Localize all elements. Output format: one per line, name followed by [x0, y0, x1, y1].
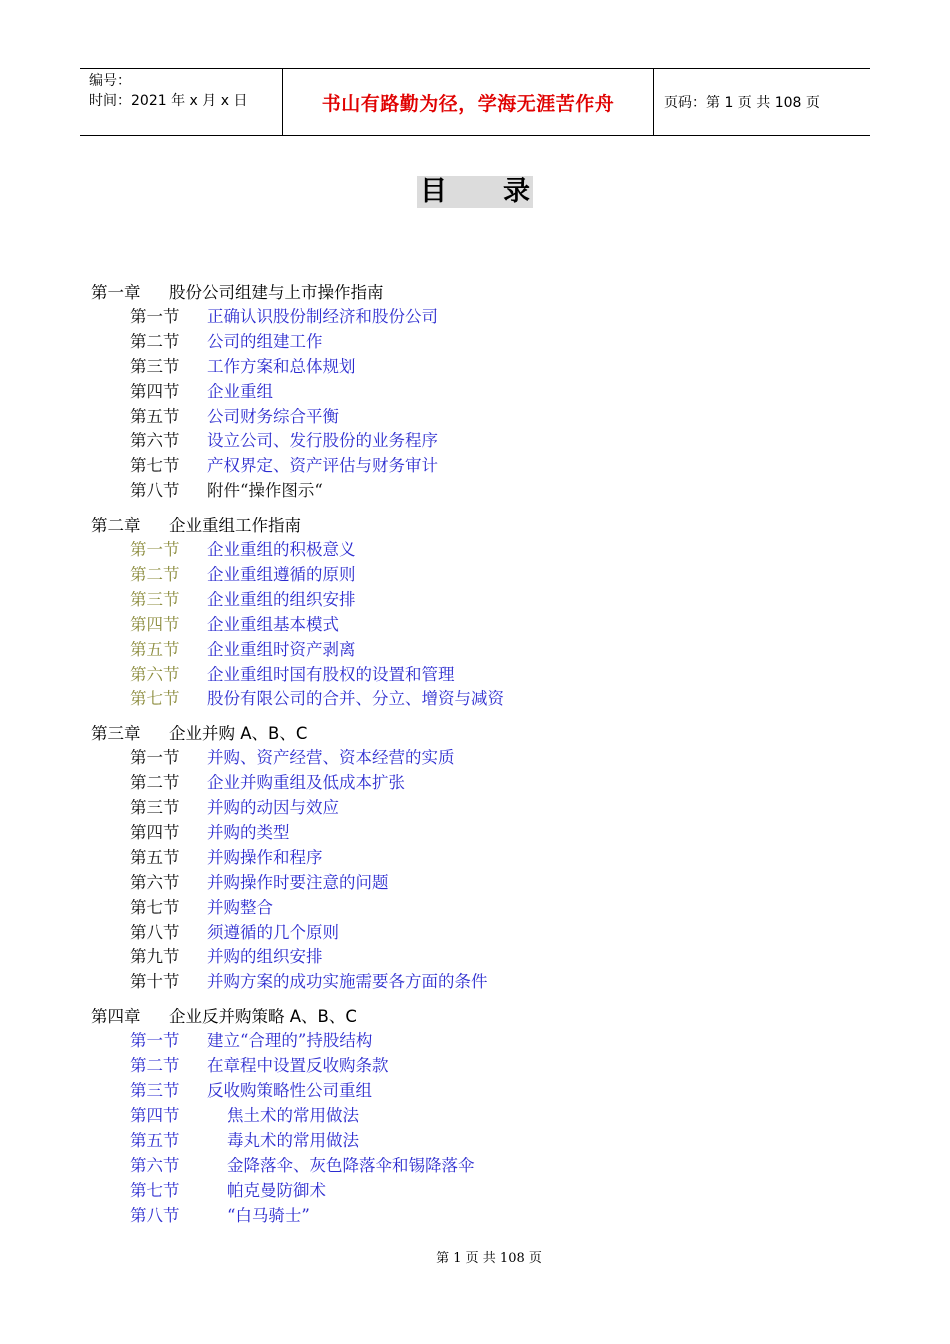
header-motto-cell [282, 69, 654, 135]
chapter-title: 企业反并购策略 A、B、C [169, 1007, 357, 1027]
section-number: 第九节 [130, 947, 180, 967]
section-number: 第五节 [130, 406, 180, 426]
section-number: 第二节 [130, 773, 180, 793]
toc-entry[interactable] [91, 405, 851, 430]
section-number: 第八节 [130, 1205, 180, 1225]
section-title[interactable]: 并购操作时要注意的问题 [207, 872, 389, 892]
toc-entry[interactable] [91, 921, 851, 946]
section-number: 第五节 [130, 1130, 180, 1150]
toc-entry[interactable] [91, 821, 851, 846]
section-number: 第五节 [130, 847, 180, 867]
section-title[interactable]: 附件“操作图示“ [207, 481, 323, 501]
toc-entry[interactable] [91, 1104, 851, 1129]
section-title[interactable]: 公司财务综合平衡 [207, 406, 339, 426]
header-meta [80, 69, 282, 135]
section-title[interactable]: 公司的组建工作 [207, 331, 323, 351]
toc-entry[interactable] [91, 1179, 851, 1204]
number-label: 编号： [89, 73, 131, 89]
toc-entry[interactable] [91, 945, 851, 970]
toc-entry[interactable] [91, 771, 851, 796]
chapter-number: 第四章 [91, 1007, 141, 1027]
chapter-heading[interactable] [91, 1004, 851, 1029]
toc-entry[interactable] [91, 330, 851, 355]
section-title[interactable]: 企业并购重组及低成本扩张 [207, 773, 405, 793]
toc-entry[interactable] [91, 454, 851, 479]
document-header [80, 68, 870, 136]
section-number: 第六节 [130, 1155, 180, 1175]
section-number: 第四节 [130, 1105, 180, 1125]
toc-entry[interactable] [91, 846, 851, 871]
section-title[interactable]: 金降落伞、灰色降落伞和锡降落伞 [227, 1155, 475, 1175]
toc-title-right: 录 [503, 176, 530, 207]
section-title[interactable]: 并购的组织安排 [207, 947, 323, 967]
section-title[interactable]: 须遵循的几个原则 [207, 922, 339, 942]
section-number: 第七节 [130, 689, 180, 709]
section-number: 第八节 [130, 922, 180, 942]
section-number: 第三节 [130, 798, 180, 818]
section-title[interactable]: 企业重组基本模式 [207, 614, 339, 634]
section-number: 第八节 [130, 481, 180, 501]
chapter-4 [91, 1004, 851, 1228]
section-title[interactable]: 企业重组的组织安排 [207, 589, 356, 609]
toc-title [417, 176, 533, 208]
section-title[interactable]: 毒丸术的常用做法 [227, 1130, 359, 1150]
section-number: 第三节 [130, 356, 180, 376]
chapter-heading[interactable] [91, 280, 851, 305]
toc-entry[interactable] [91, 1079, 851, 1104]
page-label: 页码：第 1 页 共 108 页 [664, 95, 820, 111]
section-title[interactable]: 建立“合理的”持股结构 [207, 1031, 373, 1051]
chapter-1 [91, 280, 851, 504]
chapter-number: 第三章 [91, 724, 141, 744]
section-title[interactable]: 反收购策略性公司重组 [207, 1081, 372, 1101]
toc-entry[interactable] [91, 305, 851, 330]
toc-entry[interactable] [91, 429, 851, 454]
section-title[interactable]: 工作方案和总体规划 [207, 356, 356, 376]
toc-entry[interactable] [91, 746, 851, 771]
section-title[interactable]: 在章程中设置反收购条款 [207, 1056, 389, 1076]
toc-entry[interactable] [91, 638, 851, 663]
section-title[interactable]: 正确认识股份制经济和股份公司 [207, 307, 438, 326]
section-number: 第一节 [130, 540, 180, 560]
section-number: 第七节 [130, 897, 180, 917]
toc-entry[interactable] [91, 538, 851, 563]
section-number: 第五节 [130, 639, 180, 659]
toc-entry[interactable] [91, 380, 851, 405]
section-number: 第一节 [130, 1031, 180, 1051]
section-title[interactable]: 企业重组 [207, 381, 273, 401]
chapter-number: 第二章 [91, 516, 141, 536]
toc-entry[interactable] [91, 1129, 851, 1154]
toc-entry[interactable] [91, 871, 851, 896]
section-number: 第六节 [130, 872, 180, 892]
toc-entry[interactable] [91, 796, 851, 821]
toc-entry[interactable] [91, 687, 851, 712]
section-title[interactable]: 并购、资产经营、资本经营的实质 [207, 748, 455, 768]
section-title[interactable]: 帕克曼防御术 [227, 1180, 326, 1200]
section-title[interactable]: 并购操作和程序 [207, 847, 323, 867]
date-label: 时间：2021 年 x 月 x 日 [89, 93, 248, 109]
section-title[interactable]: 产权界定、资产评估与财务审计 [207, 456, 438, 476]
chapter-title: 企业并购 A、B、C [169, 724, 308, 744]
section-title[interactable]: 焦土术的常用做法 [227, 1105, 359, 1125]
header-page-cell [654, 69, 870, 135]
section-number: 第七节 [130, 1180, 180, 1200]
section-title[interactable]: 并购的动因与效应 [207, 798, 339, 818]
toc-title-left: 目 [420, 176, 447, 207]
toc-entry[interactable] [91, 1054, 851, 1079]
toc-entry[interactable] [91, 588, 851, 613]
section-title[interactable]: 设立公司、发行股份的业务程序 [207, 431, 438, 451]
section-title[interactable]: 企业重组的积极意义 [207, 540, 356, 560]
section-title[interactable]: 并购的类型 [207, 823, 290, 843]
section-number: 第七节 [130, 456, 180, 476]
section-number: 第二节 [130, 565, 180, 585]
toc-entry[interactable] [91, 1029, 851, 1054]
chapter-number: 第一章 [91, 283, 141, 302]
section-number: 第六节 [130, 664, 180, 684]
chapter-heading[interactable] [91, 721, 851, 746]
section-number: 第一节 [130, 748, 180, 768]
toc-entry[interactable] [91, 479, 851, 504]
toc-entry[interactable] [91, 896, 851, 921]
section-number: 第十节 [130, 972, 180, 992]
chapter-title: 企业重组工作指南 [169, 516, 301, 536]
chapter-2 [91, 513, 851, 712]
section-number: 第四节 [130, 823, 180, 843]
section-number: 第二节 [130, 331, 180, 351]
section-number: 第四节 [130, 614, 180, 634]
section-title[interactable]: 企业重组时国有股权的设置和管理 [207, 664, 455, 684]
toc-entry[interactable] [91, 355, 851, 380]
toc-entry[interactable] [91, 1204, 851, 1229]
section-title[interactable]: 并购方案的成功实施需要各方面的条件 [207, 972, 488, 992]
section-number: 第三节 [130, 1081, 180, 1101]
toc-entry[interactable] [91, 613, 851, 638]
section-title[interactable]: 企业重组时资产剥离 [207, 639, 356, 659]
toc-entry[interactable] [91, 970, 851, 995]
section-number: 第一节 [130, 307, 180, 326]
toc-entry[interactable] [91, 663, 851, 688]
section-number: 第六节 [130, 431, 180, 451]
page-footer: 第 1 页 共 108 页 [436, 1251, 542, 1266]
toc-entry[interactable] [91, 1154, 851, 1179]
section-title[interactable]: “白马骑士” [227, 1205, 310, 1225]
section-number: 第二节 [130, 1056, 180, 1076]
section-title[interactable]: 股份有限公司的合并、分立、增资与减资 [207, 689, 504, 709]
toc-entry[interactable] [91, 563, 851, 588]
chapter-heading[interactable] [91, 513, 851, 538]
section-title[interactable]: 企业重组遵循的原则 [207, 565, 356, 585]
table-of-contents [91, 280, 851, 1237]
section-number: 第三节 [130, 589, 180, 609]
section-number: 第四节 [130, 381, 180, 401]
chapter-title: 股份公司组建与上市操作指南 [169, 283, 384, 302]
motto: 书山有路勤为径，学海无涯苦作舟 [321, 92, 615, 115]
section-title[interactable]: 并购整合 [207, 897, 273, 917]
chapter-3 [91, 721, 851, 995]
